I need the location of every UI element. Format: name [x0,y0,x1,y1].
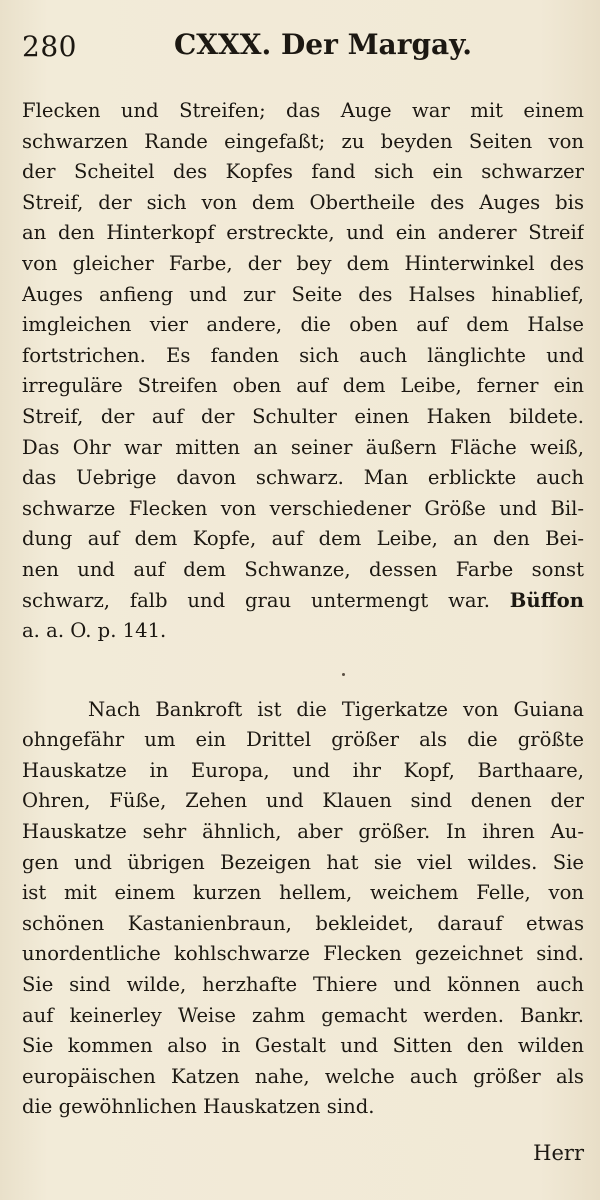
page-number: 280 [22,30,77,63]
text-line: irreguläre Streifen oben auf dem Leibe, ferner ein [22,374,584,398]
text-line: Streif, der sich von dem Obertheile des Auges bis [22,190,584,214]
paragraph-2 [22,695,584,1123]
text-line: fortstrichen. Es fanden sich auch länglichte und [22,343,584,367]
text-line: schönen Kastanienbraun, bekleidet, darauf etwas [22,911,584,935]
text-line: an den Hinterkopf erstreckte, und ein anderer Streif [22,221,584,245]
text-line: Hauskatze sehr ähnlich, aber größer. In ihren Au- [22,820,584,844]
page-header [22,28,584,80]
text-line-with-citation [22,586,584,617]
text-line: auf keinerley Weise zahm gemacht werden. Bankr. [22,1003,584,1027]
catchword: Herr [533,1141,584,1165]
text-line: Flecken und Streifen; das Auge war mit einem [22,99,584,122]
text-line: schwarze Flecken von verschiedener Größe und Bil- [22,496,584,520]
text-line: Das Ohr war mitten an seiner äußern Fläche weiß, [22,435,584,459]
text-line: imgleichen vier andere, die oben auf dem Halse [22,313,584,337]
text-line: die gewöhnlichen Hauskatzen sind. [22,1095,375,1119]
text-line: nen und auf dem Schwanze, dessen Farbe sonst [22,557,584,581]
text-line: Streif, der auf der Schulter einen Haken bildete. [22,404,584,428]
text-line: dung auf dem Kopfe, auf dem Leibe, an den Bei- [22,527,584,551]
text-line: ohngefähr um ein Drittel größer als die größte [22,728,584,752]
text-line: europäischen Katzen nahe, welche auch größer als [22,1064,584,1088]
text-line: schwarzen Rande eingefaßt; zu beyden Seiten von [22,129,584,153]
separator-dot [342,673,345,676]
text-line: Ohren, Füße, Zehen und Klauen sind denen der [22,789,584,813]
text-line: ist mit einem kurzen hellem, weichem Felle, von [22,881,584,905]
text-line: der Scheitel des Kopfes fand sich ein schwarzer [22,160,584,184]
text-line: unordentliche kohlschwarze Flecken gezeichnet sind. [22,942,584,966]
text-line: das Uebrige davon schwarz. Man erblickte auch [22,466,584,490]
text-line: Sie sind wilde, herzhafte Thiere und können auch [22,973,584,997]
running-head: CXXX. Der Margay. [174,28,472,61]
text-segment: schwarz, falb und grau untermengt war. [22,588,490,612]
citation-reference: a. a. O. p. 141. [22,619,167,643]
citation-author: Büffon [509,588,584,612]
text-line: Sie kommen also in Gestalt und Sitten den wilden [22,1034,584,1058]
text-line: Hauskatze in Europa, und ihr Kopf, Barthaare, [22,758,584,782]
text-line: Nach Bankroft ist die Tigerkatze von Guiana [88,697,584,721]
text-line: von gleicher Farbe, der bey dem Hinterwinkel des [22,251,584,275]
paragraph-1 [22,96,584,647]
text-line: Auges anfieng und zur Seite des Halses hinablief, [22,282,584,306]
text-line: gen und übrigen Bezeigen hat sie viel wildes. Sie [22,850,584,874]
paragraph-separator [22,647,584,695]
